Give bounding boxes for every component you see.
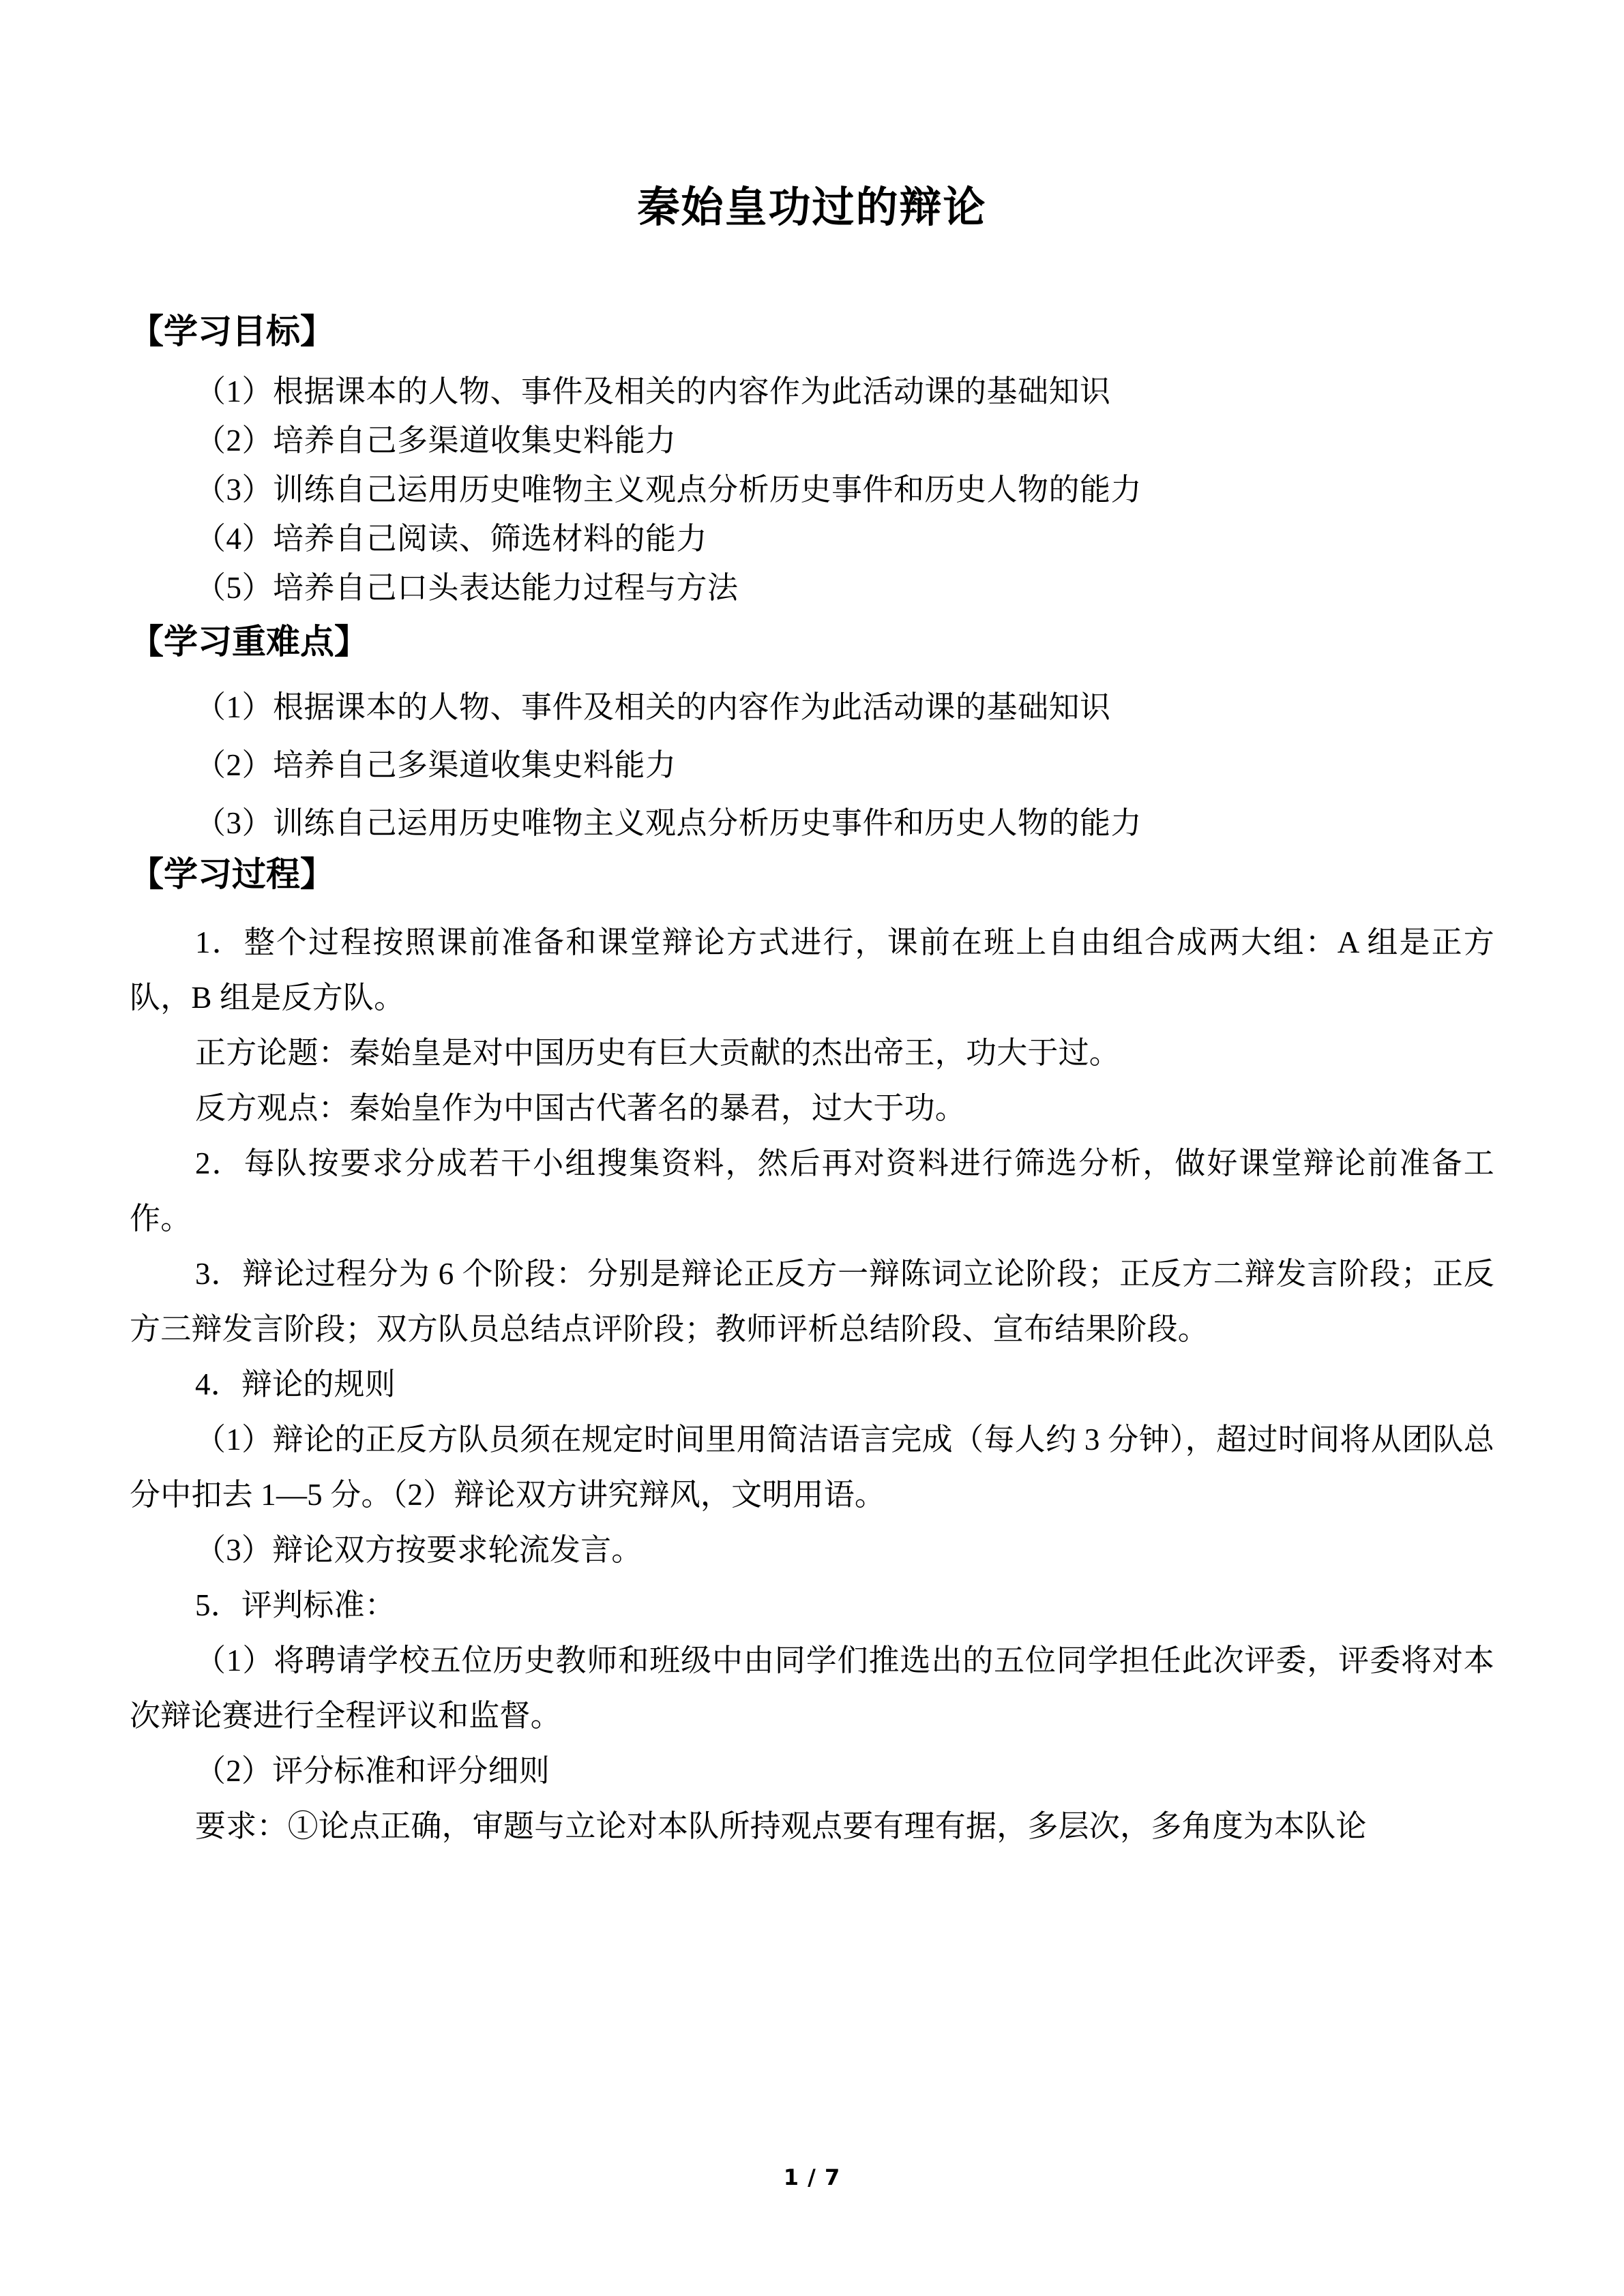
paragraph: 正方论题：秦始皇是对中国历史有巨大贡献的杰出帝王，功大于过。 (195, 1036, 1121, 1071)
learning-goals-list (130, 352, 1494, 606)
paragraph: 要求：①论点正确，审题与立论对本队所持观点要有理有据，多层次，多角度为本队论 (195, 1809, 1367, 1844)
list-item: （1）根据课本的人物、事件及相关的内容作为此活动课的基础知识 (195, 690, 1111, 725)
paragraph: 5．评判标准： (195, 1588, 396, 1623)
paragraph: （1）辩论的正反方队员须在规定时间里用简洁语言完成（每人约 3 分钟），超过时间将从团队总分中扣去 1—5 分。（2）辩论双方讲究辩风，文明用语。 (130, 1422, 1494, 1512)
key-difficulties-list (130, 662, 1494, 839)
paragraph: 4．辩论的规则 (195, 1367, 396, 1402)
section-heading-learning-goals: 【学习目标】 (130, 312, 334, 352)
paragraph: 3．辩论过程分为 6 个阶段：分别是辩论正反方一辩陈词立论阶段；正反方二辩发言阶段；正反方三辩发言阶段；双方队员总结点评阶段；教师评析总结阶段、宣布结果阶段。 (130, 1257, 1494, 1347)
paragraph: 反方观点：秦始皇作为中国古代著名的暴君，过大于功。 (195, 1091, 966, 1126)
paragraph: （1）将聘请学校五位历史教师和班级中由同学们推选出的五位同学担任此次评委，评委将对本次辩论赛进行全程评议和监督。 (130, 1643, 1494, 1733)
page-title: 秦始皇功过的辩论 (637, 182, 987, 232)
paragraph: 2．每队按要求分成若干小组搜集资料，然后再对资料进行筛选分析，做好课堂辩论前准备工作。 (130, 1146, 1494, 1236)
section-heading-learning-process: 【学习过程】 (130, 854, 334, 895)
list-item: （2）培养自己多渠道收集史料能力 (195, 423, 677, 458)
page-number-footer: 1 / 7 (783, 2164, 841, 2190)
list-item: （3）训练自己运用历史唯物主义观点分析历史事件和历史人物的能力 (195, 473, 1142, 507)
list-item: （2）培养自己多渠道收集史料能力 (195, 748, 677, 783)
section-heading-key-difficulties: 【学习重难点】 (130, 622, 368, 662)
list-item: （4）培养自己阅读、筛选材料的能力 (195, 522, 708, 556)
paragraph: （3）辩论双方按要求轮流发言。 (195, 1533, 643, 1568)
paragraph: （2）评分标准和评分细则 (195, 1754, 550, 1789)
learning-process-body (130, 915, 1494, 1854)
list-item: （5）培养自己口头表达能力过程与方法 (195, 571, 739, 606)
paragraph: 1．整个过程按照课前准备和课堂辩论方式进行，课前在班上自由组合成两大组：A 组是正方队，B 组是反方队。 (130, 925, 1494, 1015)
list-item: （1）根据课本的人物、事件及相关的内容作为此活动课的基础知识 (195, 374, 1111, 409)
list-item: （3）训练自己运用历史唯物主义观点分析历史事件和历史人物的能力 (195, 806, 1142, 841)
